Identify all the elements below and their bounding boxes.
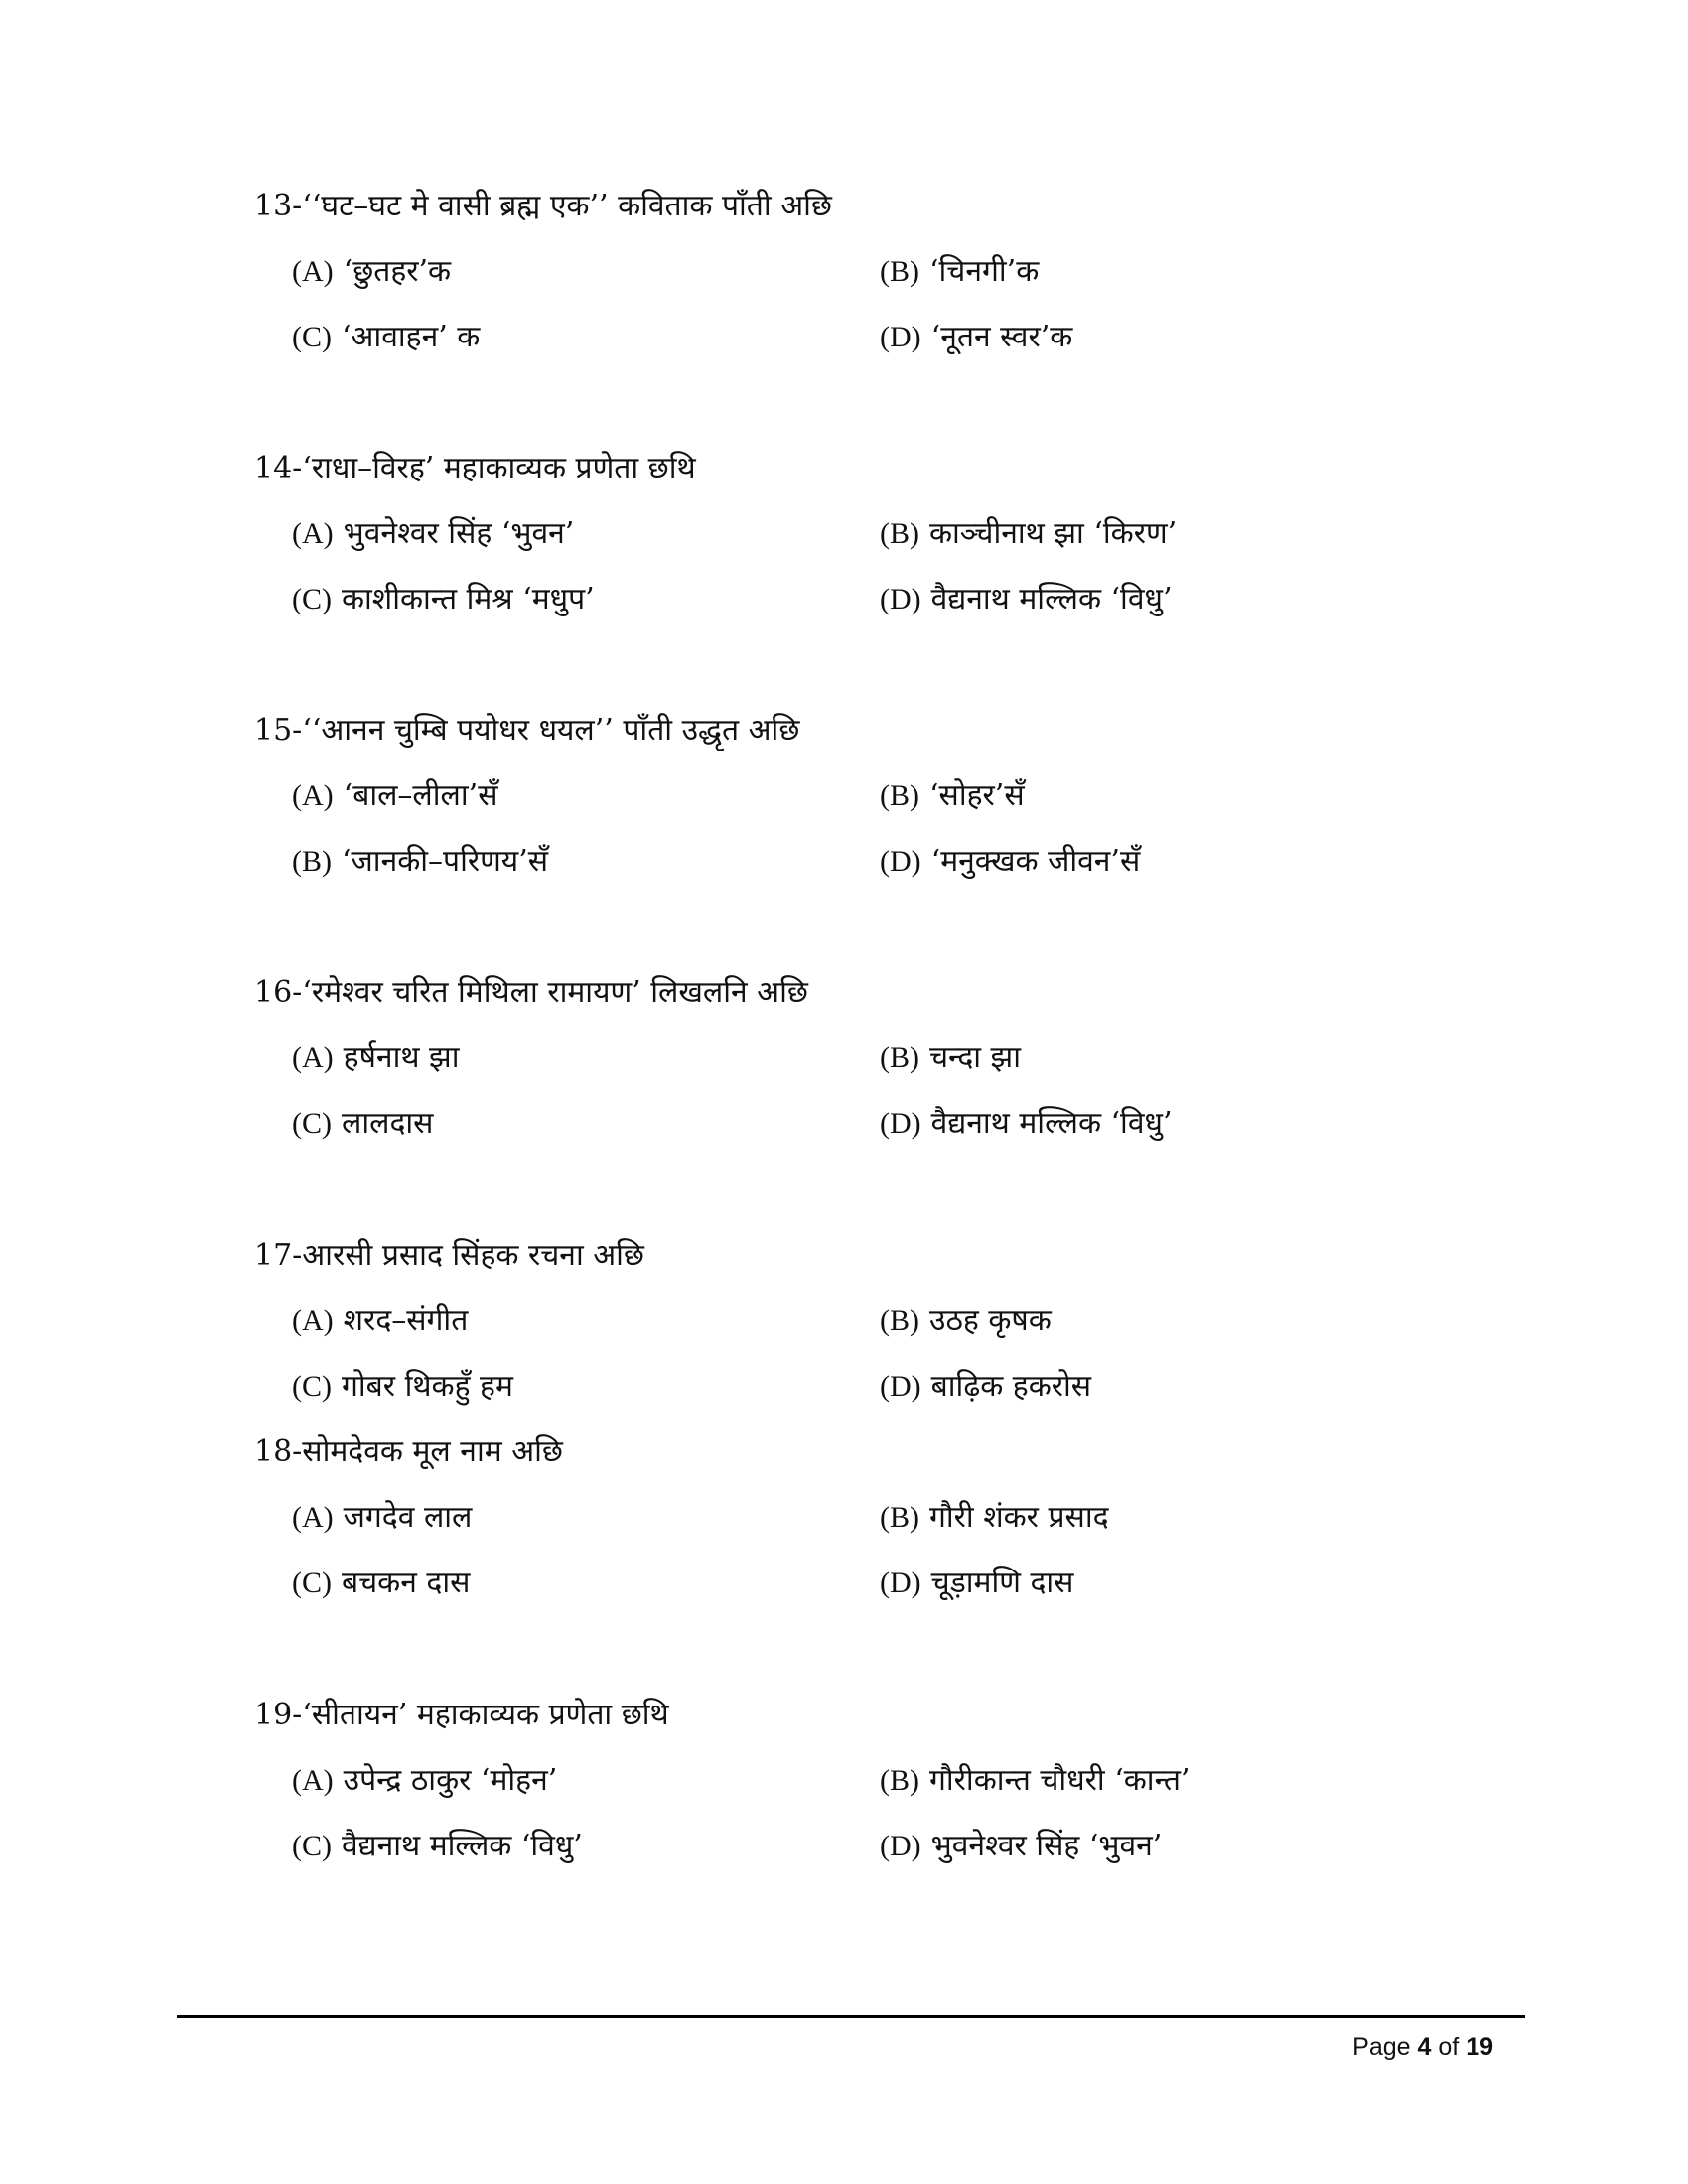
option-b (880, 252, 1039, 292)
option-label: (A) (292, 517, 334, 550)
option-text: ‘छुतहर’क (343, 254, 452, 289)
option-text: चन्दा झा (929, 1040, 1022, 1075)
option-d (880, 1367, 1091, 1407)
option-text: ‘नूतन स्वर’क (930, 320, 1073, 354)
option-label: (B) (880, 1304, 919, 1337)
option-text: वैद्यनाथ मल्लिक ‘विधु’ (342, 1829, 583, 1863)
option-label: (C) (292, 1107, 332, 1140)
option-text: काशीकान्त मिश्र ‘मधुप’ (342, 582, 595, 616)
footer-divider (177, 2015, 1525, 2018)
options-row (254, 1498, 1446, 1564)
option-a (292, 1038, 460, 1078)
question-text: 13-‘‘घट–घट मे वासी ब्रह्म एक’’ कविताक पाँती अछि (254, 189, 832, 223)
option-text: वैद्यनाथ मल्लिक ‘विधु’ (930, 582, 1173, 616)
option-d (880, 580, 1173, 619)
option-text: ‘मनुक्खक जीवन’सँ (930, 844, 1141, 879)
option-text: ‘चिनगी’क (929, 254, 1040, 289)
option-text: जगदेव लाल (343, 1500, 473, 1535)
options-row (254, 1564, 1446, 1629)
page-prefix: Page (1352, 2033, 1411, 2061)
option-b (880, 1498, 1109, 1538)
option-label: (D) (880, 1567, 921, 1599)
option-a (292, 1498, 472, 1538)
option-text: उठह कृषक (929, 1303, 1052, 1338)
page-current: 4 (1417, 2033, 1432, 2061)
option-label: (D) (880, 1830, 921, 1862)
option-label: (C) (292, 1830, 332, 1862)
option-label: (A) (292, 1764, 334, 1797)
options-row (254, 1038, 1446, 1104)
option-text: वैद्यनाथ मल्लिक ‘विधु’ (930, 1106, 1173, 1141)
option-text: हर्षनाथ झा (343, 1040, 460, 1075)
question-text: 18-सोमदेवक मूल नाम अछि (254, 1434, 563, 1469)
option-b (880, 776, 1025, 816)
option-text: गोबर थिकहुँ हम (342, 1369, 513, 1404)
options-row (254, 1301, 1446, 1367)
option-label: (B) (880, 517, 919, 550)
option-text: भुवनेश्वर सिंह ‘भुवन’ (930, 1829, 1163, 1863)
option-d (880, 1564, 1073, 1603)
page-total: 19 (1466, 2033, 1493, 2061)
question-text: 17-आरसी प्रसाद सिंहक रचना अछि (254, 1238, 644, 1273)
option-label: (A) (292, 1041, 334, 1074)
option-a (292, 252, 451, 292)
options-row (254, 1104, 1446, 1169)
option-c (292, 1564, 470, 1603)
option-text: भुवनेश्वर सिंह ‘भुवन’ (343, 516, 575, 551)
option-a (292, 776, 497, 816)
question-18 (254, 1433, 1446, 1629)
option-label: (B) (880, 1501, 919, 1534)
option-label: (B) (292, 845, 332, 878)
option-text: ‘सोहर’सँ (929, 778, 1025, 813)
option-label: (C) (292, 1567, 332, 1599)
option-c (292, 318, 480, 357)
option-b (880, 1761, 1190, 1801)
option-label: (B) (880, 1764, 919, 1797)
options-row (254, 776, 1446, 842)
options-row (254, 580, 1446, 645)
option-label: (B) (880, 1041, 919, 1074)
option-d (880, 1827, 1162, 1866)
option-text: शरद–संगीत (343, 1303, 469, 1338)
question-17 (254, 1236, 1446, 1433)
option-label: (C) (292, 1370, 332, 1403)
options-row (254, 1367, 1446, 1433)
option-label: (D) (880, 845, 921, 878)
option-label: (A) (292, 1501, 334, 1534)
page-number (1352, 2033, 1493, 2062)
options-row (254, 318, 1446, 383)
option-label: (A) (292, 1304, 334, 1337)
option-text: काञ्चीनाथ झा ‘किरण’ (929, 516, 1178, 551)
question-15 (254, 711, 1446, 907)
options-row (254, 252, 1446, 318)
option-text: उपेन्द्र ठाकुर ‘मोहन’ (343, 1763, 558, 1798)
option-c (292, 842, 548, 882)
option-text: ‘बाल–लीला’सँ (343, 778, 498, 813)
option-label: (A) (292, 255, 334, 288)
option-label: (C) (292, 583, 332, 615)
option-d (880, 318, 1072, 357)
option-text: ‘जानकी–परिणय’सँ (342, 844, 549, 879)
option-c (292, 1104, 433, 1144)
option-text: चूड़ामणि दास (930, 1566, 1074, 1600)
option-label: (D) (880, 321, 921, 353)
options-row (254, 1827, 1446, 1892)
option-c (292, 580, 595, 619)
option-b (880, 514, 1177, 554)
page-of: of (1438, 2033, 1460, 2061)
options-row (254, 514, 1446, 580)
option-text: बचकन दास (342, 1566, 471, 1600)
option-label: (B) (880, 779, 919, 812)
option-b (880, 1038, 1021, 1078)
option-c (292, 1367, 513, 1407)
option-a (292, 1301, 468, 1341)
question-16 (254, 973, 1446, 1169)
option-a (292, 1761, 557, 1801)
question-14 (254, 449, 1446, 645)
question-13 (254, 187, 1446, 383)
question-19 (254, 1696, 1446, 1892)
options-row (254, 842, 1446, 907)
option-label: (A) (292, 779, 334, 812)
question-text: 14-‘राधा–विरह’ महाकाव्यक प्रणेता छथि (254, 451, 696, 485)
option-a (292, 514, 574, 554)
option-d (880, 1104, 1173, 1144)
option-b (880, 1301, 1052, 1341)
options-row (254, 1761, 1446, 1827)
option-label: (D) (880, 583, 921, 615)
option-text: लालदास (342, 1106, 434, 1141)
option-text: गौरीकान्त चौधरी ‘कान्त’ (929, 1763, 1191, 1798)
option-d (880, 842, 1140, 882)
question-text: 16-‘रमेश्वर चरित मिथिला रामायण’ लिखलनि अछि (254, 975, 808, 1010)
option-text: बाढ़िक हकरोस (930, 1369, 1092, 1404)
option-text: गौरी शंकर प्रसाद (929, 1500, 1109, 1535)
option-label: (D) (880, 1370, 921, 1403)
option-label: (B) (880, 255, 919, 288)
option-text: ‘आवाहन’ क (342, 320, 481, 354)
question-text: 15-‘‘आनन चुम्बि पयोधर धयल’’ पाँती उद्धृत अछि (254, 713, 800, 748)
option-c (292, 1827, 583, 1866)
question-text: 19-‘सीतायन’ महाकाव्यक प्रणेता छथि (254, 1698, 669, 1732)
option-label: (C) (292, 321, 332, 353)
option-label: (D) (880, 1107, 921, 1140)
